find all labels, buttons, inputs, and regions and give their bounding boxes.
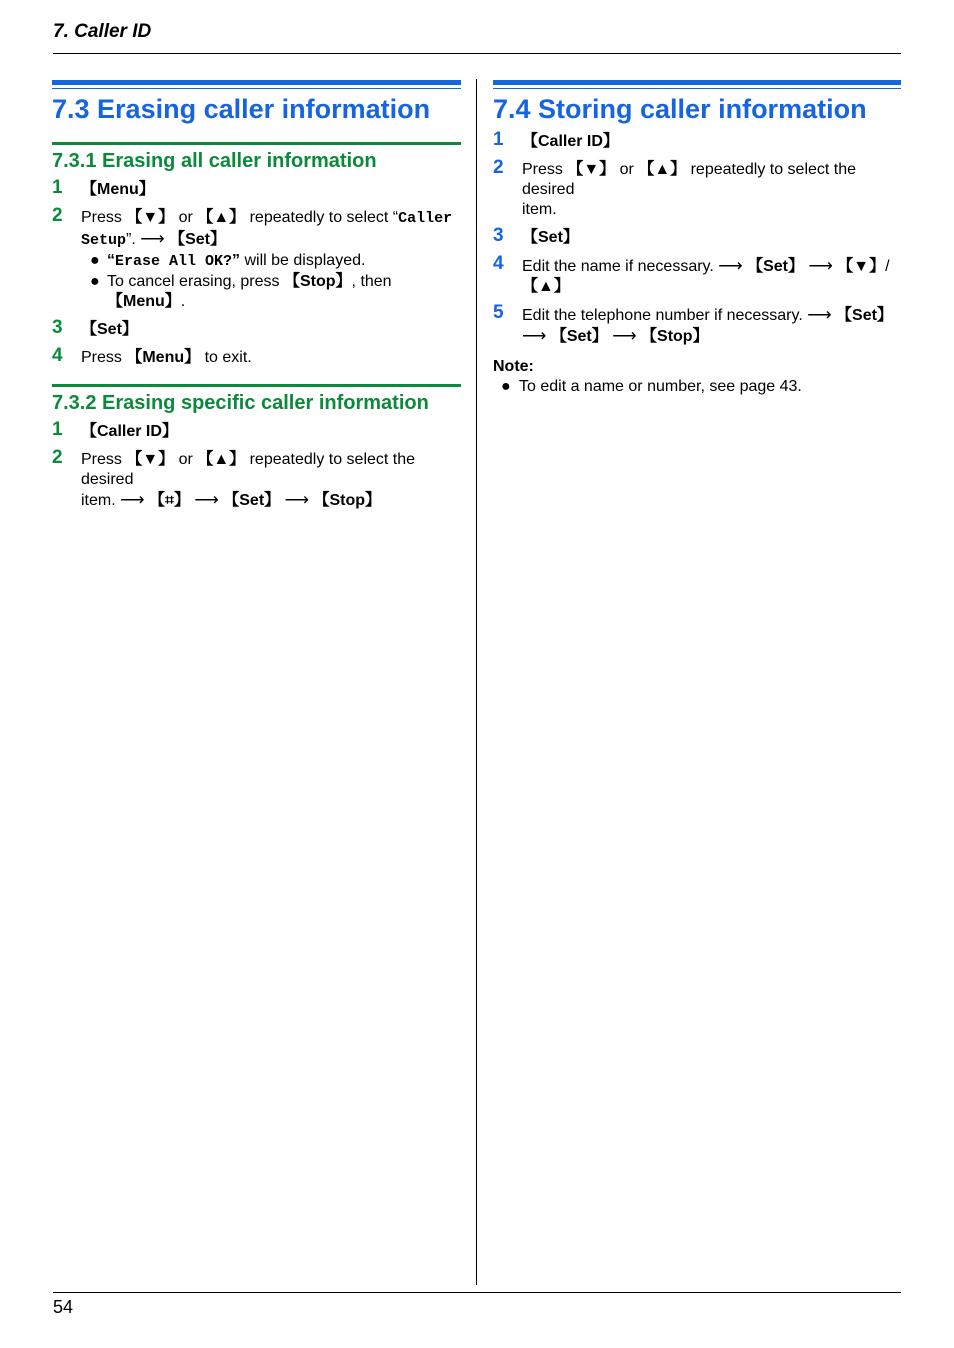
step-text: or — [615, 161, 639, 178]
step-number: 2 — [493, 157, 504, 178]
step-text: Press — [81, 349, 127, 366]
subsection-title-7-3-1: 7.3.1 Erasing all caller information — [52, 150, 377, 172]
section-rule — [52, 80, 461, 85]
up-key: 【▲】 — [638, 161, 687, 178]
step-number: 1 — [493, 129, 504, 150]
step-text: or — [174, 451, 198, 468]
column-divider — [476, 79, 477, 1285]
hash-key: 【⌗】 — [148, 492, 190, 509]
stop-key: 【Stop】 — [641, 328, 709, 345]
step-3 — [52, 317, 461, 340]
stop-key: 【Stop】 — [313, 492, 381, 509]
step-number: 3 — [52, 317, 63, 338]
step-1 — [52, 177, 461, 200]
menu-key: 【Menu】 — [107, 293, 181, 310]
step-1 — [52, 419, 461, 442]
section-rule — [493, 80, 901, 85]
step-3 — [493, 225, 901, 248]
step-text: repeatedly to select the desired — [522, 161, 857, 198]
step-2 — [52, 447, 461, 511]
step-text: Press — [522, 161, 568, 178]
note-item — [493, 377, 901, 397]
arrow-icon: ⟶ — [284, 490, 309, 509]
step-number: 5 — [493, 302, 504, 323]
step-text: or — [174, 209, 198, 226]
caller-id-key: 【Caller ID】 — [522, 133, 619, 150]
set-key: 【Set】 — [550, 328, 608, 345]
running-head: 7. Caller ID — [53, 21, 152, 42]
down-key: 【▼】 — [567, 161, 616, 178]
arrow-icon: ⟶ — [194, 490, 219, 509]
section-title-7-3: 7.3 Erasing caller information — [52, 94, 431, 124]
bullet-item — [81, 272, 461, 312]
caller-id-key: 【Caller ID】 — [81, 423, 178, 440]
bullet-text: . — [180, 293, 186, 310]
step-text: Press — [81, 209, 127, 226]
step-text: Press — [81, 451, 127, 468]
arrow-icon: ⟶ — [140, 229, 165, 248]
note-title: Note: — [493, 358, 534, 375]
up-key: 【▲】 — [197, 209, 246, 226]
section-rule-thin — [493, 88, 901, 89]
set-key: 【Set】 — [81, 321, 138, 338]
arrow-icon: ⟶ — [120, 490, 145, 509]
quote-mark: “ — [107, 252, 115, 269]
menu-key: 【Menu】 — [81, 181, 155, 198]
down-key: 【▼】 — [126, 451, 175, 468]
menu-key: 【Menu】 — [126, 349, 201, 366]
set-key: 【Set】 — [836, 307, 893, 324]
step-text: item. — [81, 492, 121, 509]
subsection-title-7-3-2: 7.3.2 Erasing specific caller information — [52, 392, 429, 414]
display-text: Caller — [398, 210, 453, 227]
bullet-text: , then — [351, 273, 392, 290]
bullet-icon: ● — [90, 252, 100, 269]
page-number: 54 — [53, 1297, 74, 1317]
step-text: to exit. — [200, 349, 252, 366]
subsection-rule — [52, 142, 461, 145]
bullet-icon: ● — [501, 378, 511, 395]
step-number: 2 — [52, 447, 63, 468]
step-2 — [493, 157, 901, 220]
step-2 — [52, 205, 461, 251]
step-text: Edit the telephone number if necessary. — [522, 307, 808, 324]
step-1 — [493, 129, 901, 152]
arrow-icon: ⟶ — [808, 256, 833, 275]
step-4 — [493, 253, 901, 297]
arrow-icon: ⟶ — [718, 256, 743, 275]
step-number: 1 — [52, 177, 63, 198]
step-text: item. — [522, 201, 557, 218]
step-text: ”. — [126, 231, 141, 248]
set-key: 【Set】 — [747, 258, 804, 275]
section-rule-thin — [52, 88, 461, 89]
down-key: 【▼】 — [126, 209, 175, 226]
set-key: 【Set】 — [169, 231, 226, 248]
display-text: Setup — [81, 232, 127, 249]
step-5 — [493, 302, 901, 347]
step-text: Edit the name if necessary. — [522, 258, 719, 275]
right-column — [493, 80, 901, 397]
section-title-7-4: 7.4 Storing caller information — [493, 94, 867, 124]
stop-key: 【Stop】 — [283, 273, 352, 290]
display-text: Erase All OK? — [115, 253, 233, 270]
step-number: 2 — [52, 205, 63, 226]
bullet-icon: ● — [90, 273, 100, 290]
arrow-icon: ⟶ — [807, 305, 832, 324]
arrow-icon: ⟶ — [522, 326, 547, 345]
down-key: 【▼】 — [837, 258, 886, 275]
bottom-rule — [53, 1292, 901, 1293]
up-key: 【▲】 — [522, 278, 570, 295]
left-column — [52, 80, 461, 511]
bullet-text: will be displayed. — [240, 252, 366, 269]
subsection-rule — [52, 384, 461, 387]
step-number: 3 — [493, 225, 504, 246]
arrow-icon: ⟶ — [612, 326, 637, 345]
step-number: 4 — [493, 253, 504, 274]
step-text: repeatedly to select “ — [245, 209, 399, 226]
step-number: 4 — [52, 345, 63, 366]
note-text: To edit a name or number, see page 43. — [519, 378, 802, 395]
bullet-text: To cancel erasing, press — [107, 273, 284, 290]
step-number: 1 — [52, 419, 63, 440]
step-text: repeatedly to select the desired — [81, 451, 416, 488]
up-key: 【▲】 — [197, 451, 246, 468]
top-rule — [53, 53, 901, 54]
quote-mark: ” — [232, 252, 241, 269]
slash: / — [885, 258, 890, 275]
bullet-item — [81, 251, 461, 272]
set-key: 【Set】 — [223, 492, 281, 509]
set-key: 【Set】 — [522, 229, 579, 246]
step-4 — [52, 345, 461, 368]
